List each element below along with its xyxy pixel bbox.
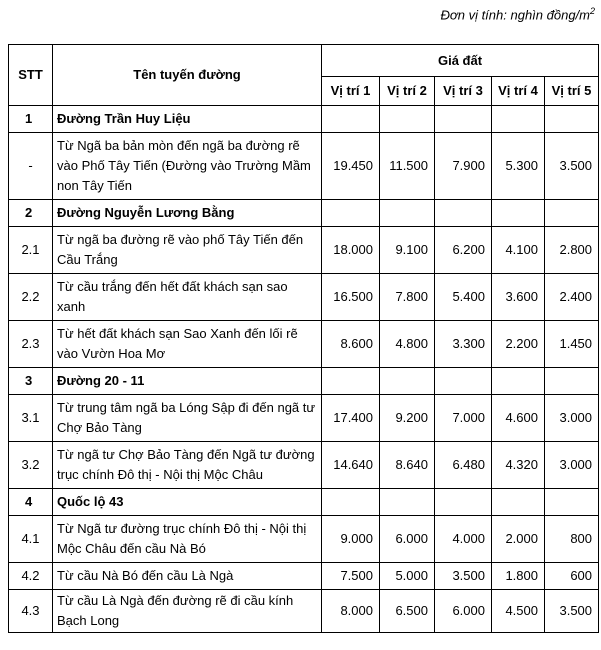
row-road-name: Từ cầu Là Ngà đến đường rẽ đi cầu kính Bạch Long (53, 590, 322, 633)
table-row-group (9, 200, 599, 227)
header-row-1 (9, 45, 599, 77)
row-stt: 4.3 (9, 590, 53, 633)
row-road-name: Đường 20 - 11 (53, 368, 322, 395)
table-row (9, 133, 599, 200)
header-position-5: Vị trí 5 (545, 77, 599, 106)
price-position-3: 5.400 (435, 274, 492, 321)
table-row (9, 516, 599, 563)
price-position-4: 3.600 (492, 274, 545, 321)
empty-cell (492, 489, 545, 516)
price-position-5: 3.500 (545, 590, 599, 633)
price-position-5: 3.000 (545, 395, 599, 442)
row-road-name: Đường Nguyễn Lương Bằng (53, 200, 322, 227)
price-position-4: 2.200 (492, 321, 545, 368)
empty-cell (380, 489, 435, 516)
price-position-3: 7.900 (435, 133, 492, 200)
price-position-4: 4.320 (492, 442, 545, 489)
price-position-2: 6.000 (380, 516, 435, 563)
row-road-name: Từ Ngã tư đường trục chính Đô thị - Nội thị Mộc Châu đến cầu Nà Bó (53, 516, 322, 563)
table-row (9, 395, 599, 442)
empty-cell (322, 368, 380, 395)
unit-note (440, 6, 595, 22)
price-position-1: 19.450 (322, 133, 380, 200)
price-position-5: 1.450 (545, 321, 599, 368)
price-position-2: 5.000 (380, 563, 435, 590)
price-position-3: 6.200 (435, 227, 492, 274)
row-stt: 2.2 (9, 274, 53, 321)
header-land-price: Giá đất (322, 45, 599, 77)
empty-cell (435, 368, 492, 395)
table-row (9, 590, 599, 633)
price-position-2: 8.640 (380, 442, 435, 489)
price-position-5: 2.800 (545, 227, 599, 274)
price-position-2: 4.800 (380, 321, 435, 368)
row-stt: 2 (9, 200, 53, 227)
row-stt: 4 (9, 489, 53, 516)
header-position-2: Vị trí 2 (380, 77, 435, 106)
empty-cell (435, 200, 492, 227)
price-position-2: 6.500 (380, 590, 435, 633)
price-position-1: 8.600 (322, 321, 380, 368)
price-position-5: 3.500 (545, 133, 599, 200)
price-position-3: 6.000 (435, 590, 492, 633)
price-position-2: 7.800 (380, 274, 435, 321)
row-stt: 2.3 (9, 321, 53, 368)
price-position-1: 7.500 (322, 563, 380, 590)
row-road-name: Từ hết đất khách sạn Sao Xanh đến lối rẽ vào Vườn Hoa Mơ (53, 321, 322, 368)
price-position-2: 9.200 (380, 395, 435, 442)
empty-cell (435, 106, 492, 133)
empty-cell (492, 106, 545, 133)
price-position-3: 3.500 (435, 563, 492, 590)
price-position-1: 16.500 (322, 274, 380, 321)
row-road-name: Từ ngã ba đường rẽ vào phố Tây Tiến đến Cầu Trắng (53, 227, 322, 274)
row-stt: 4.2 (9, 563, 53, 590)
price-position-4: 4.500 (492, 590, 545, 633)
row-stt: - (9, 133, 53, 200)
header-stt: STT (9, 45, 53, 106)
table-row (9, 442, 599, 489)
price-position-2: 11.500 (380, 133, 435, 200)
price-position-3: 4.000 (435, 516, 492, 563)
row-road-name: Đường Trần Huy Liệu (53, 106, 322, 133)
price-position-1: 18.000 (322, 227, 380, 274)
price-position-4: 4.600 (492, 395, 545, 442)
row-road-name: Từ ngã tư Chợ Bảo Tàng đến Ngã tư đường trục chính Đô thị - Nội thị Mộc Châu (53, 442, 322, 489)
row-road-name: Từ cầu trắng đến hết đất khách sạn sao xanh (53, 274, 322, 321)
row-stt: 3 (9, 368, 53, 395)
price-position-5: 2.400 (545, 274, 599, 321)
empty-cell (322, 106, 380, 133)
empty-cell (492, 200, 545, 227)
table-row-group (9, 368, 599, 395)
price-position-1: 17.400 (322, 395, 380, 442)
header-position-3: Vị trí 3 (435, 77, 492, 106)
empty-cell (380, 106, 435, 133)
table-row (9, 563, 599, 590)
empty-cell (380, 200, 435, 227)
price-position-2: 9.100 (380, 227, 435, 274)
empty-cell (492, 368, 545, 395)
land-price-table (8, 44, 599, 633)
empty-cell (545, 368, 599, 395)
row-road-name: Từ Ngã ba bản mòn đến ngã ba đường rẽ vào Phố Tây Tiến (Đường vào Trường Mầm non Tây Tiến (53, 133, 322, 200)
price-position-4: 1.800 (492, 563, 545, 590)
header-position-4: Vị trí 4 (492, 77, 545, 106)
unit-note-text: Đơn vị tính: nghìn đồng/m (440, 7, 590, 23)
empty-cell (380, 368, 435, 395)
price-position-4: 5.300 (492, 133, 545, 200)
price-position-3: 7.000 (435, 395, 492, 442)
row-road-name: Quốc lộ 43 (53, 489, 322, 516)
empty-cell (322, 489, 380, 516)
table-row (9, 274, 599, 321)
empty-cell (545, 489, 599, 516)
price-position-5: 3.000 (545, 442, 599, 489)
empty-cell (435, 489, 492, 516)
price-position-4: 4.100 (492, 227, 545, 274)
header-position-1: Vị trí 1 (322, 77, 380, 106)
price-position-4: 2.000 (492, 516, 545, 563)
row-stt: 1 (9, 106, 53, 133)
price-position-1: 14.640 (322, 442, 380, 489)
table-row (9, 227, 599, 274)
header-road-name: Tên tuyến đường (53, 45, 322, 106)
row-stt: 2.1 (9, 227, 53, 274)
price-position-1: 9.000 (322, 516, 380, 563)
empty-cell (545, 106, 599, 133)
price-position-3: 3.300 (435, 321, 492, 368)
price-position-5: 600 (545, 563, 599, 590)
row-stt: 4.1 (9, 516, 53, 563)
empty-cell (545, 200, 599, 227)
price-position-5: 800 (545, 516, 599, 563)
row-road-name: Từ cầu Nà Bó đến cầu Là Ngà (53, 563, 322, 590)
table-row (9, 321, 599, 368)
table-row-group (9, 106, 599, 133)
price-position-1: 8.000 (322, 590, 380, 633)
row-stt: 3.2 (9, 442, 53, 489)
table-row-group (9, 489, 599, 516)
price-position-3: 6.480 (435, 442, 492, 489)
unit-note-superscript: 2 (589, 6, 595, 16)
empty-cell (322, 200, 380, 227)
row-stt: 3.1 (9, 395, 53, 442)
row-road-name: Từ trung tâm ngã ba Lóng Sập đi đến ngã tư Chợ Bảo Tàng (53, 395, 322, 442)
